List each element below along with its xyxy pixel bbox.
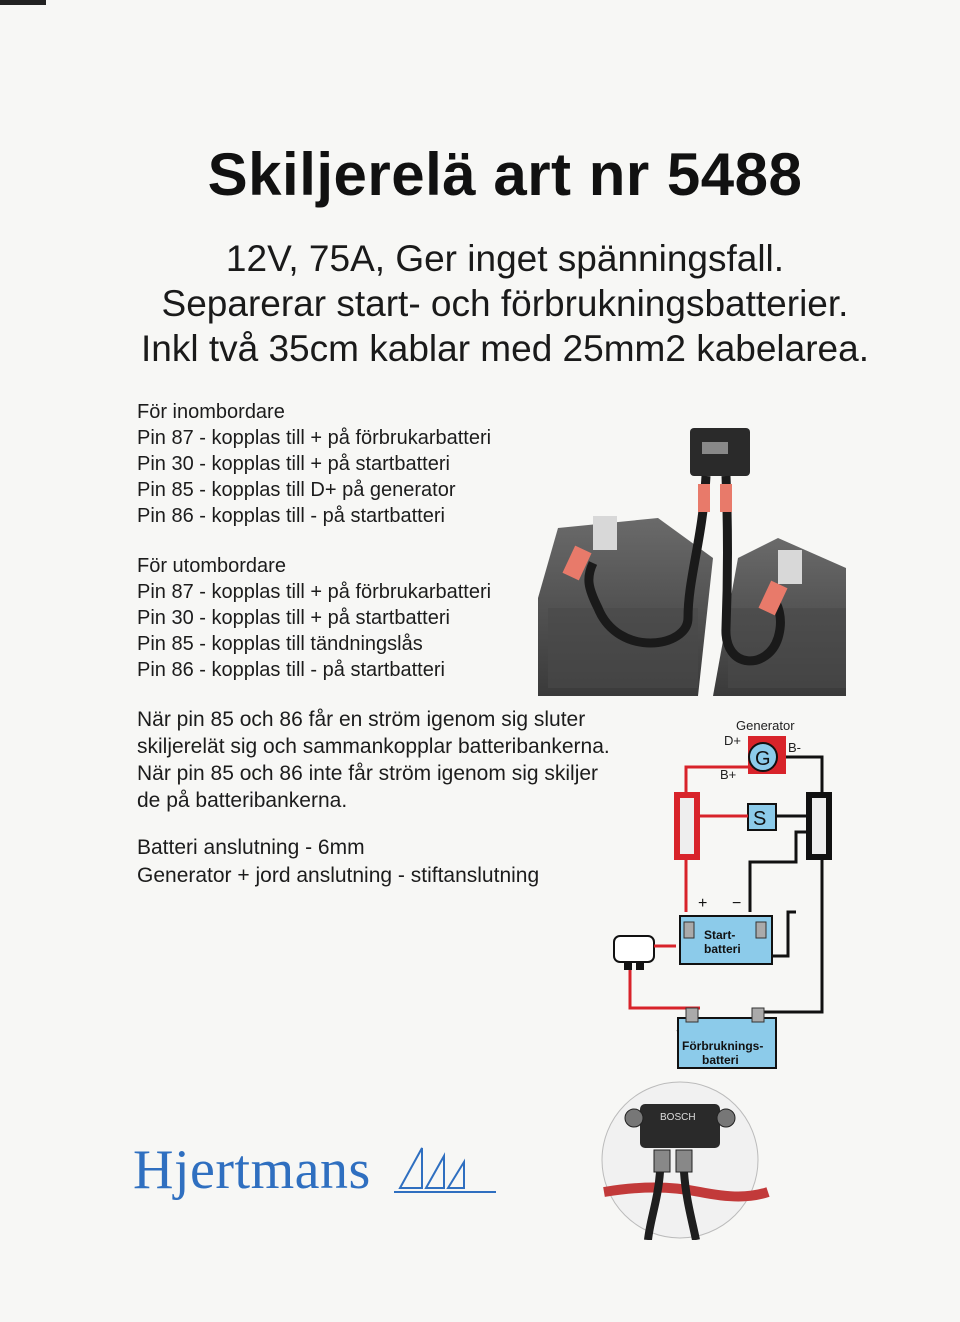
inboard-heading: För inombordare bbox=[137, 401, 285, 423]
generator-label: Generator bbox=[736, 718, 795, 733]
b-minus-label: B- bbox=[788, 740, 801, 755]
pin-line: Pin 87 - kopplas till + på förbrukarbatteri bbox=[137, 427, 492, 449]
pin-line: Pin 87 - kopplas till + på förbrukarbatteri bbox=[137, 581, 492, 603]
wiring-diagram bbox=[600, 712, 850, 1092]
description-line: När pin 85 och 86 inte får ström igenom sig skiljer bbox=[137, 762, 599, 785]
description-line: När pin 85 och 86 får en ström igenom sig sluter bbox=[137, 708, 586, 731]
battery-connection-line: Batteri anslutning - 6mm bbox=[137, 836, 365, 859]
switch-letter: S bbox=[753, 808, 767, 830]
sailboat-logo-icon bbox=[392, 1144, 502, 1196]
generator-letter: G bbox=[755, 748, 771, 770]
d-plus-label: D+ bbox=[724, 733, 741, 748]
inboard-pin-list bbox=[137, 399, 491, 529]
product-photo bbox=[538, 408, 846, 696]
consumer-battery-label: batteri bbox=[702, 1053, 739, 1067]
relay-symbol bbox=[614, 936, 654, 962]
start-minus-label: − bbox=[732, 895, 742, 912]
outboard-heading: För utombordare bbox=[137, 555, 286, 577]
scan-corner-mark bbox=[0, 0, 46, 5]
pin-line: Pin 86 - kopplas till - på startbatteri bbox=[137, 659, 445, 681]
pin-line: Pin 30 - kopplas till + på startbatteri bbox=[137, 607, 450, 629]
function-description bbox=[137, 706, 610, 814]
b-plus-label: B+ bbox=[720, 767, 737, 782]
description-line: de på batteribankerna. bbox=[137, 789, 348, 812]
relay-closeup bbox=[600, 1080, 770, 1240]
outboard-pin-list bbox=[137, 553, 491, 683]
start-plus-label: + bbox=[698, 895, 708, 912]
subtitle-line: 12V, 75A, Ger inget spänningsfall. bbox=[225, 238, 785, 279]
hjertmans-logo: Hjertmans bbox=[133, 1139, 371, 1201]
subtitle bbox=[0, 236, 960, 371]
relay-brand-label: BOSCH bbox=[660, 1112, 696, 1123]
pin-line: Pin 86 - kopplas till - på startbatteri bbox=[137, 505, 445, 527]
start-battery-label: Start- bbox=[704, 928, 736, 942]
pin-line: Pin 85 - kopplas till D+ på generator bbox=[137, 479, 456, 501]
start-battery-label: batteri bbox=[704, 942, 741, 956]
description-line: skiljerelät sig och sammankopplar batteribankerna. bbox=[137, 735, 610, 758]
connection-info bbox=[137, 834, 539, 890]
subtitle-line: Separerar start- och förbrukningsbatterier. bbox=[161, 283, 849, 324]
page-title: Skiljerelä art nr 5488 bbox=[207, 141, 803, 208]
subtitle-line: Inkl två 35cm kablar med 25mm2 kabelarea. bbox=[140, 328, 869, 369]
generator-connection-line: Generator + jord anslutning - stiftanslutning bbox=[137, 864, 540, 887]
consumer-battery-label: Förbruknings- bbox=[682, 1039, 764, 1053]
pin-line: Pin 85 - kopplas till tändningslås bbox=[137, 633, 423, 655]
pin-line: Pin 30 - kopplas till + på startbatteri bbox=[137, 453, 450, 475]
